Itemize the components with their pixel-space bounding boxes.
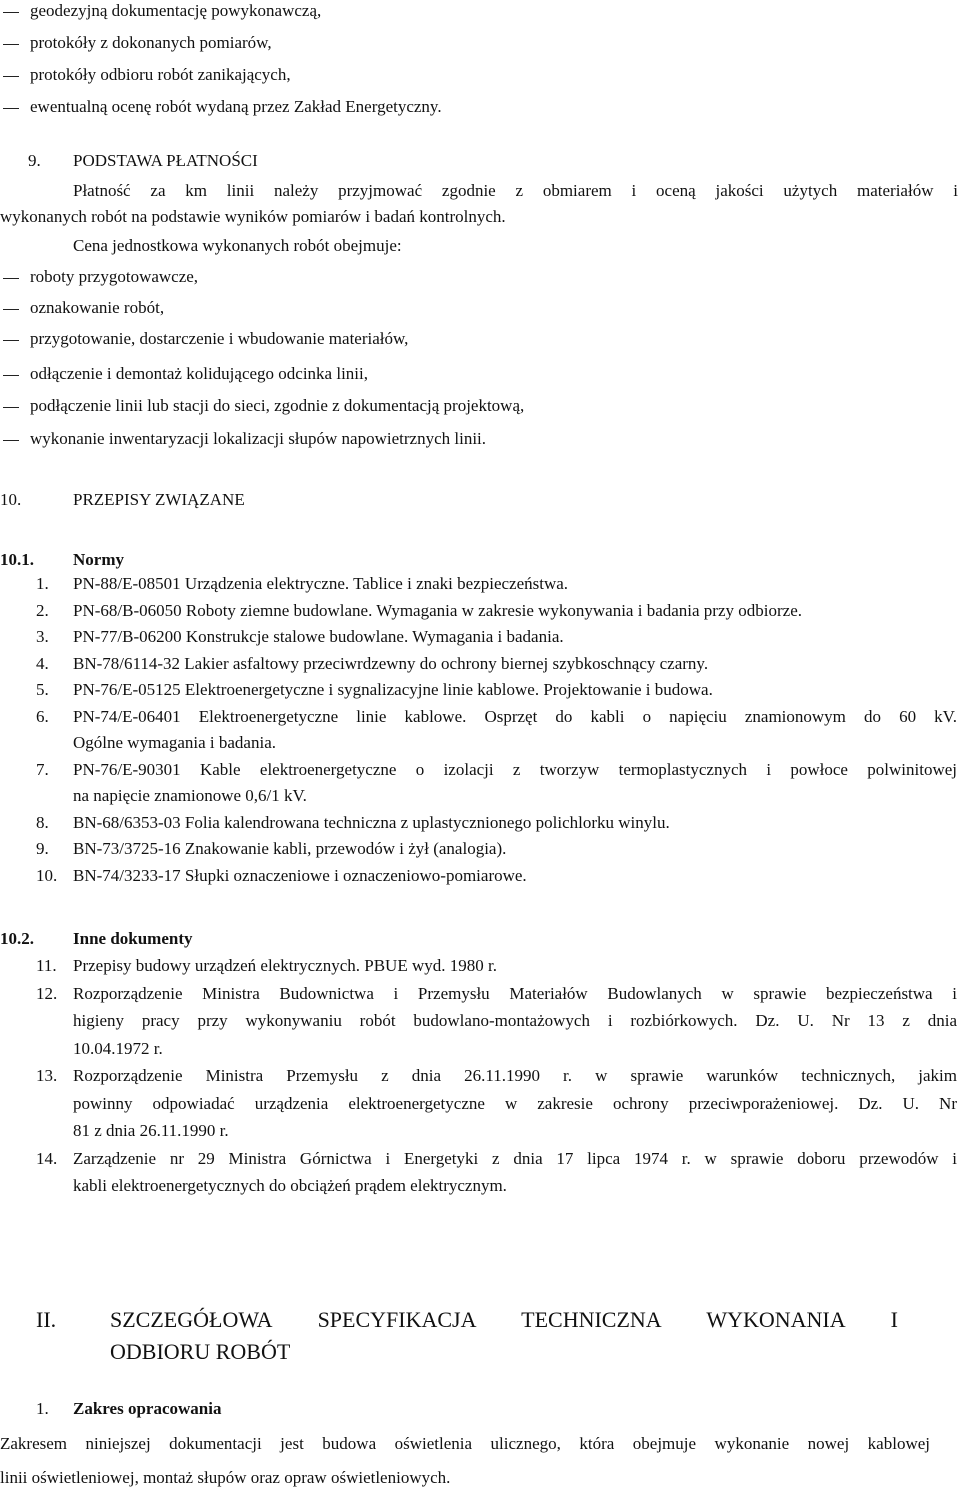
subsection-number: 10.1. [0,550,34,569]
list-item: protokóły z dokonanych pomiarów, [0,33,960,57]
list-item: odłączenie i demontaż kolidującego odcinka linii, [0,364,960,388]
list-item-line: BN-73/3725-16 Znakowanie kabli, przewodów i żył (analogia). [73,839,507,858]
dash-bullet [3,340,19,341]
list-item-number: 9. [36,839,49,858]
list-item-number: 8. [36,812,49,832]
part-2-title-line: SZCZEGÓŁOWA SPECYFIKACJA TECHNICZNA WYKONANIA I [110,1307,898,1332]
list-item-line: PN-74/E-06401 Elektroenergetyczne linie kablowe. Osprzęt do kabli o napięciu znamionowym do 60 kV. [73,706,957,726]
list-item-number: 1. [36,574,49,593]
list-item-line: 10.04.1972 r. [73,1038,163,1058]
list-item-line: BN-78/6114-32 Lakier asfaltowy przeciwrdzewny do ochrony biernej szybkoschnący czarny. [73,653,709,673]
list-item-line: PN-77/B-06200 Konstrukcje stalowe budowlane. Wymagania i badania. [73,627,564,646]
part-2-paragraph-line: linii oświetleniowej, montaż słupów oraz opraw oświetleniowych. [0,1468,451,1487]
list-item-line: powinny odpowiadać urządzenia elektroenergetyczne w zakresie ochrony przeciwporażeniowej. Dz. U. Nr [73,1093,957,1113]
list-item-number: 6. [36,706,49,726]
section-10-number: 10. [0,490,22,509]
list-item-line: Przepisy budowy urządzeń elektrycznych. PBUE wyd. 1980 r. [73,956,497,975]
list-item-number: 2. [36,600,49,620]
section-10-title: PRZEPISY ZWIĄZANE [73,490,245,509]
list-item-number: 5. [36,680,49,699]
list-item-number: 11. [36,956,57,975]
list-item-line: PN-88/E-08501 Urządzenia elektryczne. Tablice i znaki bezpieczeństwa. [73,574,569,593]
list-item-line: Ogólne wymagania i badania. [73,733,276,752]
part-2-title-line: ODBIORU ROBÓT [110,1339,291,1364]
dash-bullet [3,76,19,77]
list-item-line: PN-76/E-05125 Elektroenergetyczne i sygnalizacyjne linie kablowe. Projektowanie i budowa. [73,680,713,699]
list-item-line: Rozporządzenie Ministra Budownictwa i Przemysłu Materiałów Budowlanych w sprawie bezpieczeństwa i [73,983,957,1003]
dash-bullet [3,44,19,45]
dash-bullet [3,12,19,13]
list-item-line: BN-74/3233-17 Słupki oznaczeniowe i oznaczeniowo-pomiarowe. [73,865,527,885]
list-item-number: 14. [36,1148,58,1168]
price-intro: Cena jednostkowa wykonanych robót obejmuje: [73,236,402,255]
list-item-number: 7. [36,759,49,779]
list-item-line: BN-68/6353-03 Folia kalendrowana techniczna z uplastycznionego polichlorku winylu. [73,812,670,832]
dash-bullet [3,309,19,310]
part-2-sub-title: Zakres opracowania [73,1399,222,1418]
dash-bullet [3,278,19,279]
list-item: wykonanie inwentaryzacji lokalizacji słupów napowietrznych linii. [0,429,960,453]
section-9-number: 9. [28,151,41,170]
list-item: roboty przygotowawcze, [0,267,960,291]
list-item-number: 13. [36,1066,58,1085]
dash-bullet [3,375,19,376]
list-item: podłączenie linii lub stacji do sieci, zgodnie z dokumentacją projektową, [0,396,960,420]
list-item: protokóły odbioru robót zanikających, [0,65,960,89]
part-2-number: II. [36,1307,57,1332]
list-item: przygotowanie, dostarczenie i wbudowanie materiałów, [0,329,960,353]
dash-bullet [3,407,19,408]
list-item-line: Rozporządzenie Ministra Przemysłu z dnia 26.11.1990 r. w sprawie warunków technicznych, jakim [73,1066,957,1085]
list-item: geodezyjną dokumentację powykonawczą, [0,1,960,25]
dash-bullet [3,108,19,109]
list-item: ewentualną ocenę robót wydaną przez Zakład Energetyczny. [0,97,960,121]
list-item-line: Zarządzenie nr 29 Ministra Górnictwa i Energetyki z dnia 17 lipca 1974 r. w sprawie doboru przewodów i [73,1148,957,1168]
list-item-line: kabli elektroenergetycznych do obciążeń prądem elektrycznym. [73,1176,507,1195]
part-2-sub-number: 1. [36,1399,49,1418]
section-9-paragraph-line: wykonanych robót na podstawie wyników pomiarów i badań kontrolnych. [0,207,506,226]
list-item-number: 12. [36,983,58,1003]
subsection-number: 10.2. [0,929,34,948]
list-item-line: PN-76/E-90301 Kable elektroenergetyczne o izolacji z tworzyw termoplastycznych i powłoce polwinitowej [73,759,957,779]
subsection-title: Inne dokumenty [73,929,193,948]
list-item-line: higieny pracy przy wykonywaniu robót budowlano-montażowych i rozbiórkowych. Dz. U. Nr 13 z dnia [73,1011,957,1030]
list-item-line: na napięcie znamionowe 0,6/1 kV. [73,786,307,805]
list-item: oznakowanie robót, [0,298,960,322]
list-item-line: 81 z dnia 26.11.1990 r. [73,1121,229,1140]
part-2-paragraph-line: Zakresem niniejszej dokumentacji jest budowa oświetlenia ulicznego, która obejmuje wykonanie nowej kablowej [0,1434,930,1453]
subsection-title: Normy [73,550,124,569]
list-item-number: 10. [36,865,58,885]
dash-bullet [3,440,19,441]
section-9-title: PODSTAWA PŁATNOŚCI [73,151,258,170]
list-item-line: PN-68/B-06050 Roboty ziemne budowlane. Wymagania w zakresie wykonywania i badania przy odbiorze. [73,600,802,620]
list-item-number: 4. [36,653,49,673]
section-9-paragraph-line: Płatność za km linii należy przyjmować zgodnie z obmiarem i oceną jakości użytych materiałów i [73,181,958,200]
list-item-number: 3. [36,627,49,646]
